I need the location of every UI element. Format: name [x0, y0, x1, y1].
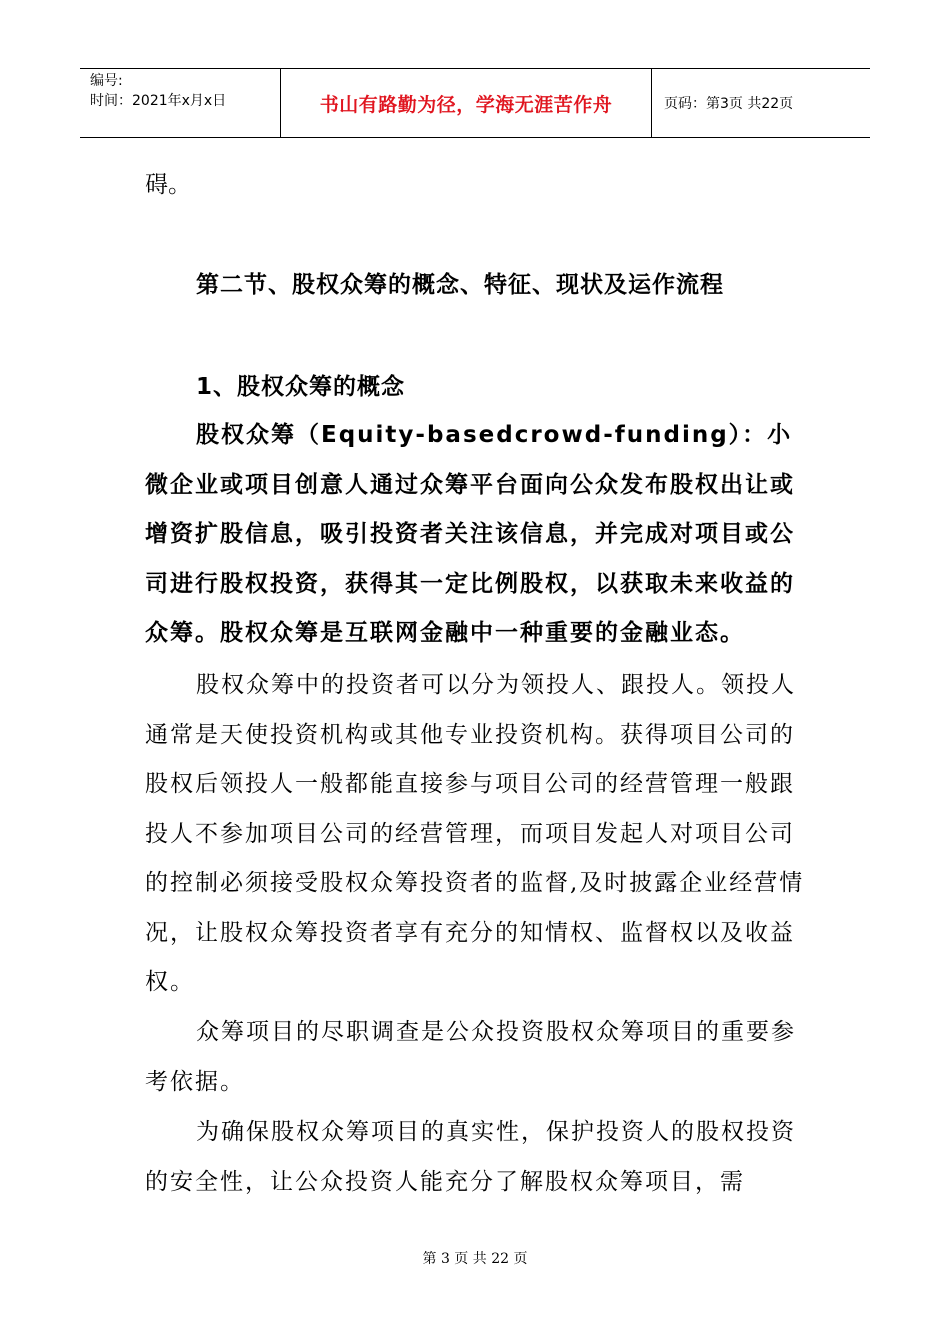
header-motto: 书山有路勤为径，学海无涯苦作舟	[281, 69, 652, 137]
header-page-info: 页码：第3页 共22页	[664, 96, 794, 112]
ensure-paragraph: 为确保股权众筹项目的真实性，保护投资人的股权投资的安全性，让公众投资人能充分了解股权众筹项目，需	[145, 1119, 796, 1195]
page-header	[80, 68, 870, 138]
time-label: 时间：2021年x月x日	[90, 93, 227, 109]
investors-paragraph: 股权众筹中的投资者可以分为领投人、跟投人。领投人通常是天使投资机构或其他专业投资机构。获得项目公司的股权后领投人一般都能直接参与项目公司的经营管理一般跟投人不参加项目公司的经营管理，而项目发起人对项目公司的控制必须接受股权众筹投资者的监督,及时披露企业经营情况，让股权众筹投资者享有充分的知情权、监督权以及收益权。	[145, 672, 805, 995]
due-diligence-paragraph: 众筹项目的尽职调查是公众投资股权众筹项目的重要参考依据。	[145, 1019, 796, 1095]
header-meta	[80, 69, 281, 137]
definition-paragraph: 股权众筹（Equity-basedcrowd-funding）：小微企业或项目创意人通过众筹平台面向公众发布股权出让或增资扩股信息，吸引投资者关注该信息，并完成对项目或公司进行股权投资，获得其一定比例股权，以获取未来收益的众筹。股权众筹是互联网金融中一种重要的金融业态。	[145, 422, 795, 646]
section-title: 第二节、股权众筹的概念、特征、现状及运作流程	[196, 272, 724, 298]
sub-title: 1、股权众筹的概念	[196, 374, 406, 400]
continued-fragment: 碍。	[145, 172, 191, 198]
number-label: 编号:	[90, 73, 123, 89]
page-footer: 第 3 页 共 22 页	[422, 1251, 528, 1267]
